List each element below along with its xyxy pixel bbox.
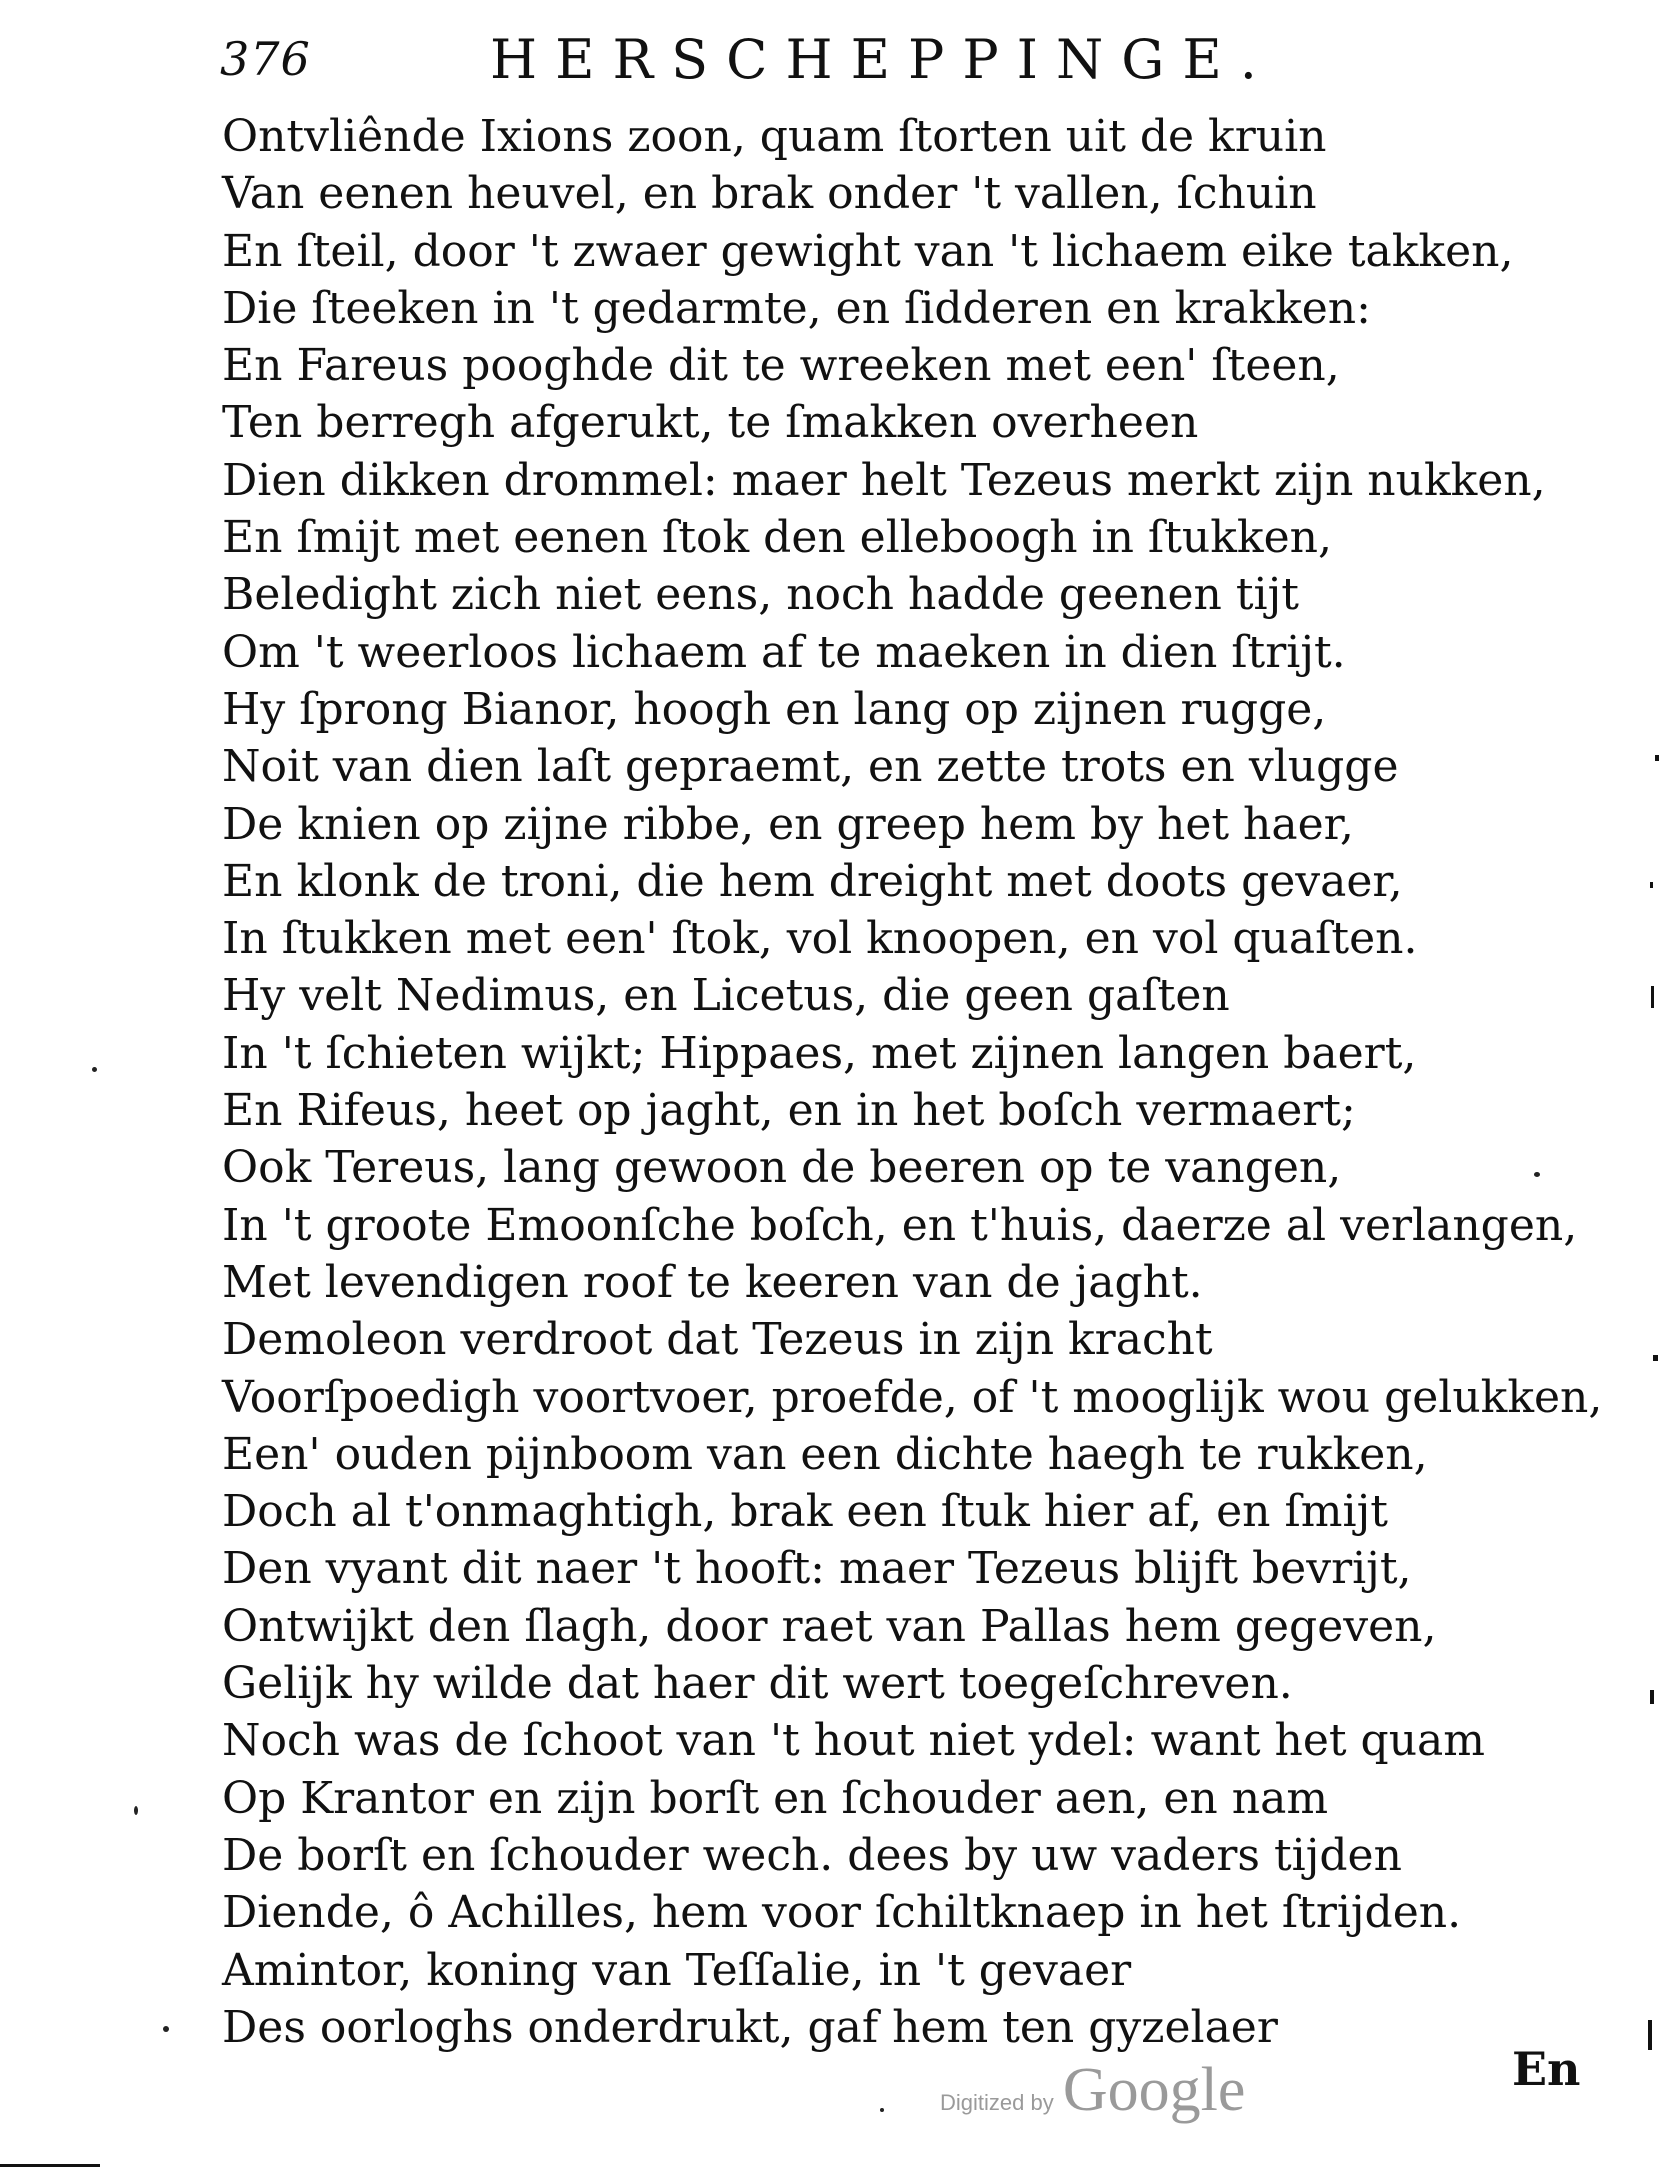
verse-line: In 't ſchieten wijkt; Hippaes, met zijnen langen baert, <box>222 1027 1417 1079</box>
verse-line: En Rifeus, heet op jaght, en in het boſch vermaert; <box>222 1085 1356 1137</box>
running-head: HERSCHEPPINGE. <box>490 28 1275 91</box>
verse-line: Hy velt Nedimus, en Licetus, die geen gaſten <box>222 970 1230 1022</box>
digitized-label: Digitized by <box>940 2090 1054 2115</box>
verse-line: Hy ſprong Bianor, hoogh en lang op zijnen rugge, <box>222 683 1327 735</box>
ink-speck <box>163 2026 169 2032</box>
verse-line: Doch al t'onmaghtigh, brak een ſtuk hier af, en ſmijt <box>222 1486 1388 1538</box>
verse-line: In 't groote Emoonſche boſch, en t'huis, daerze al verlangen, <box>222 1199 1578 1251</box>
edge-mark <box>1651 986 1654 1008</box>
digitized-watermark <box>940 2055 1245 2125</box>
verse-text <box>222 108 1622 2056</box>
verse-line: De borſt en ſchouder wech. dees by uw vaders tijden <box>222 1829 1402 1881</box>
ink-speck <box>880 2108 884 2112</box>
edge-mark <box>1650 882 1653 888</box>
page-number: 376 <box>220 32 311 86</box>
verse-line: Diende, ô Achilles, hem voor ſchiltknaep in het ſtrijden. <box>222 1887 1462 1939</box>
verse-line: Ten berregh afgerukt, te ſmakken overheen <box>222 397 1199 449</box>
verse-line: Beledight zich niet eens, noch hadde geenen tijt <box>222 569 1299 621</box>
verse-line: Ontwijkt den ſlagh, door raet van Pallas hem gegeven, <box>222 1600 1437 1652</box>
verse-line: Met levendigen roof te keeren van de jaght. <box>222 1256 1203 1308</box>
verse-line: In ſtukken met een' ſtok, vol knoopen, en vol quaſten. <box>222 913 1418 965</box>
verse-line: En Fareus pooghde dit te wreeken met een' ſteen, <box>222 340 1340 392</box>
verse-line: Demoleon verdroot dat Tezeus in zijn kracht <box>222 1314 1213 1366</box>
verse-line: En ſmijt met eenen ſtok den elleboogh in ſtukken, <box>222 512 1332 564</box>
edge-mark <box>1650 1690 1654 1704</box>
verse-line: En ſteil, door 't zwaer gewight van 't lichaem eike takken, <box>222 225 1514 277</box>
verse-line: Den vyant dit naer 't hooft: maer Tezeus blijft bevrijt, <box>222 1543 1412 1595</box>
verse-line: En klonk de troni, die hem dreight met doots gevaer, <box>222 855 1403 907</box>
verse-line: Ontvliênde Ixions zoon, quam ſtorten uit de kruin <box>222 111 1327 162</box>
ink-speck <box>134 1806 138 1815</box>
page-header <box>220 28 1370 98</box>
verse-line: Voorſpoedigh voortvoer, proefde, of 't mooglijk wou gelukken, <box>222 1371 1603 1423</box>
verse-line: Ook Tereus, lang gewoon de beeren op te vangen, <box>222 1142 1342 1194</box>
verse-line: Op Krantor en zijn borſt en ſchouder aen, en nam <box>222 1772 1329 1824</box>
edge-mark <box>1648 2020 1652 2050</box>
verse-line: Des oorloghs onderdrukt, gaf hem ten gyzelaer <box>222 2001 1278 2053</box>
edge-mark <box>1655 755 1659 761</box>
edge-mark <box>1653 1355 1658 1361</box>
catchword: En <box>1512 2042 1581 2096</box>
verse-line: Noch was de ſchoot van 't hout niet ydel: want het quam <box>222 1715 1486 1767</box>
verse-line: De knien op zijne ribbe, en greep hem by het haer, <box>222 798 1354 850</box>
ink-speck <box>1534 1172 1540 1177</box>
verse-line: Die ſteeken in 't gedarmte, en ſidderen en krakken: <box>222 282 1371 334</box>
verse-line: Een' ouden pijnboom van een dichte haegh te rukken, <box>222 1428 1428 1480</box>
verse-line: Van eenen heuvel, en brak onder 't vallen, ſchuin <box>222 168 1317 220</box>
edge-mark <box>0 2164 100 2167</box>
verse-line: Noit van dien laſt gepraemt, en zette trots en vlugge <box>222 741 1399 793</box>
verse-line: Dien dikken drommel: maer helt Tezeus merkt zijn nukken, <box>222 454 1546 506</box>
ink-speck <box>92 1067 97 1072</box>
google-logo: Google <box>1062 2056 1246 2124</box>
verse-line: Amintor, koning van Teſſalie, in 't gevaer <box>222 1944 1132 1996</box>
verse-line: Om 't weerloos lichaem af te maeken in dien ſtrijt. <box>222 626 1346 678</box>
verse-line: Gelijk hy wilde dat haer dit wert toegeſchreven. <box>222 1658 1293 1710</box>
